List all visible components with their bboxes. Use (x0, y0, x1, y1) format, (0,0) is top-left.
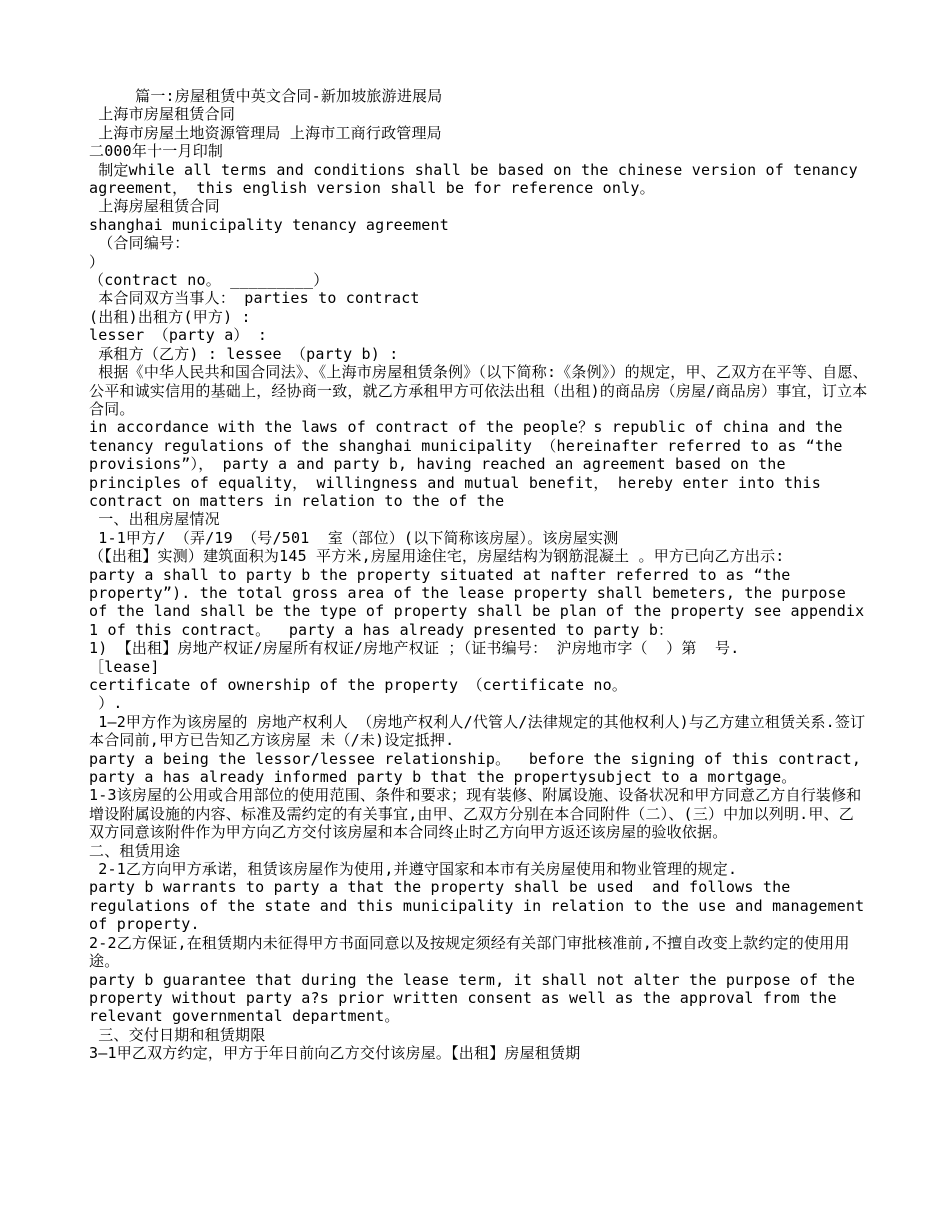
agreement-title-en: shanghai municipality tenancy agreement (89, 215, 449, 234)
preamble-cn: 根据《中华人民共和国合同法》、《上海市房屋租赁条例》（以下简称:《条例》）的规定，甲、乙双方在平等、自愿、公平和诚实信用的基础上，经协商一致，就乙方承租甲方可依法出租（出租)的商品房（房屋/商品房）事宜，订立本合同。 (89, 363, 868, 418)
certificate-line-close: ）. (89, 694, 123, 713)
print-date: 二000年十一月印制 (89, 142, 224, 161)
clause-2-1-cn: 2-1乙方向甲方承诺，租赁该房屋作为使用,并遵守国家和本市有关房屋使用和物业管理的规定. (89, 860, 738, 879)
section-1-heading: 一、出租房屋情况 (89, 510, 220, 529)
contract-number-label-en: （contract no。 _________） (89, 271, 329, 290)
document-title-cn: 上海市房屋租赁合同 (89, 105, 236, 124)
clause-2-2-cn: 2-2乙方保证,在租赁期内未征得甲方书面同意以及按规定须经有关部门审批核准前,不擅自改变上款约定的使用用途。 (89, 933, 850, 971)
preamble-en: in accordance with the laws of contract of the people？s republic of china and the tenancy regulations of the shanghai municipality （hereinafter referred to as “the provisions”）， party a and party b, having reached an agreement based on the principles of equality， willingness and mutual benefit， hereby enter into this contract on matters in relation to the of the (89, 418, 852, 510)
document-body (89, 87, 874, 1063)
clause-1-3-cn: 1-3该房屋的公用或合用部位的使用范围、条件和要求；现有装修、附属设施、设备状况和甲方同意乙方自行装修和增设附属设施的内容、标准及需约定的有关事宜,由甲、乙双方分别在本合同附件（二）、(三）中加以列明.甲、乙双方同意该附件作为甲方向乙方交付该房屋和本合同终止时乙方向甲方返还该房屋的验收依据。 (89, 786, 862, 842)
certificate-line-en: certificate of ownership of the property （certificate no。 (89, 676, 628, 694)
lessee-label: 承租方（乙方) : lessee （party b) : (89, 344, 399, 363)
parties-heading: 本合同双方当事人： parties to contract (89, 289, 420, 308)
clause-2-2-en: party b guarantee that during the lease term, it shall not alter the purpose of the property without party a?s prior written consent as well as the approval from the relevant governmental department。 (89, 970, 865, 1026)
clause-1-2-en: party a being the lessor/lessee relationship。 before the signing of this contract, party a has already informed party b that the propertysubject to a mortgage。 (89, 749, 871, 787)
certificate-line-cn: 1) 【出租】房地产权证/房屋所有权证/房地产权证 ；（证书编号： 沪房地市字（ ）第 号. (89, 639, 740, 658)
issuing-authorities: 上海市房屋土地资源管理局 上海市工商行政管理局 (89, 123, 442, 142)
agreement-title-cn: 上海房屋租赁合同 (89, 197, 220, 216)
lessor-label-en: lesser （party a） : (89, 326, 268, 345)
clause-2-1-en: party b warrants to party a that the property shall be used and follows the regulations of the state and this municipality in relation to the use and management of property. (89, 878, 874, 934)
reference-note: 制定while all terms and conditions shall be based on the chinese version of tenancy agreement， this english version shall be for reference only。 (89, 160, 868, 198)
clause-1-1-cn-cont: （【出租】实测）建筑面积为145 平方米,房屋用途住宅，房屋结构为钢筋混凝土 。甲方已向乙方出示: (89, 547, 785, 566)
lease-tag: ［lease] (89, 657, 160, 676)
section-2-heading: 二、租赁用途 (89, 841, 181, 860)
contract-number-close: ） (89, 252, 105, 271)
clause-1-2-cn: 1—2甲方作为该房屋的 房地产权利人 （房地产权利人/代管人/法律规定的其他权利人)与乙方建立租赁关系.签订本合同前,甲方已告知乙方该房屋 未（/未)设定抵押. (89, 712, 866, 750)
clause-1-1-en: party a shall to party b the property situated at nafter referred to as “the property”). the total gross area of the lease property shall bemeters, the purpose of the land shall be the type of property shall be plan of the property see appendix 1 of this contract。 party a has already presented to party b： (89, 565, 874, 639)
section-heading-title: 篇一:房屋租赁中英文合同-新加坡旅游进展局 (89, 87, 443, 105)
lessor-label-cn: (出租)出租方(甲方) : (89, 307, 251, 326)
section-3-heading: 三、交付日期和租赁期限 (89, 1025, 266, 1044)
contract-number-label-cn: （合同编号： (89, 234, 190, 253)
clause-1-1-cn: 1-1甲方/ （弄/19 （号/501 室（部位）(以下简称该房屋）。该房屋实测 (89, 528, 619, 547)
clause-3-1-cn: 3—1甲乙双方约定，甲方于年日前向乙方交付该房屋。【出租】房屋租赁期 (89, 1044, 581, 1063)
